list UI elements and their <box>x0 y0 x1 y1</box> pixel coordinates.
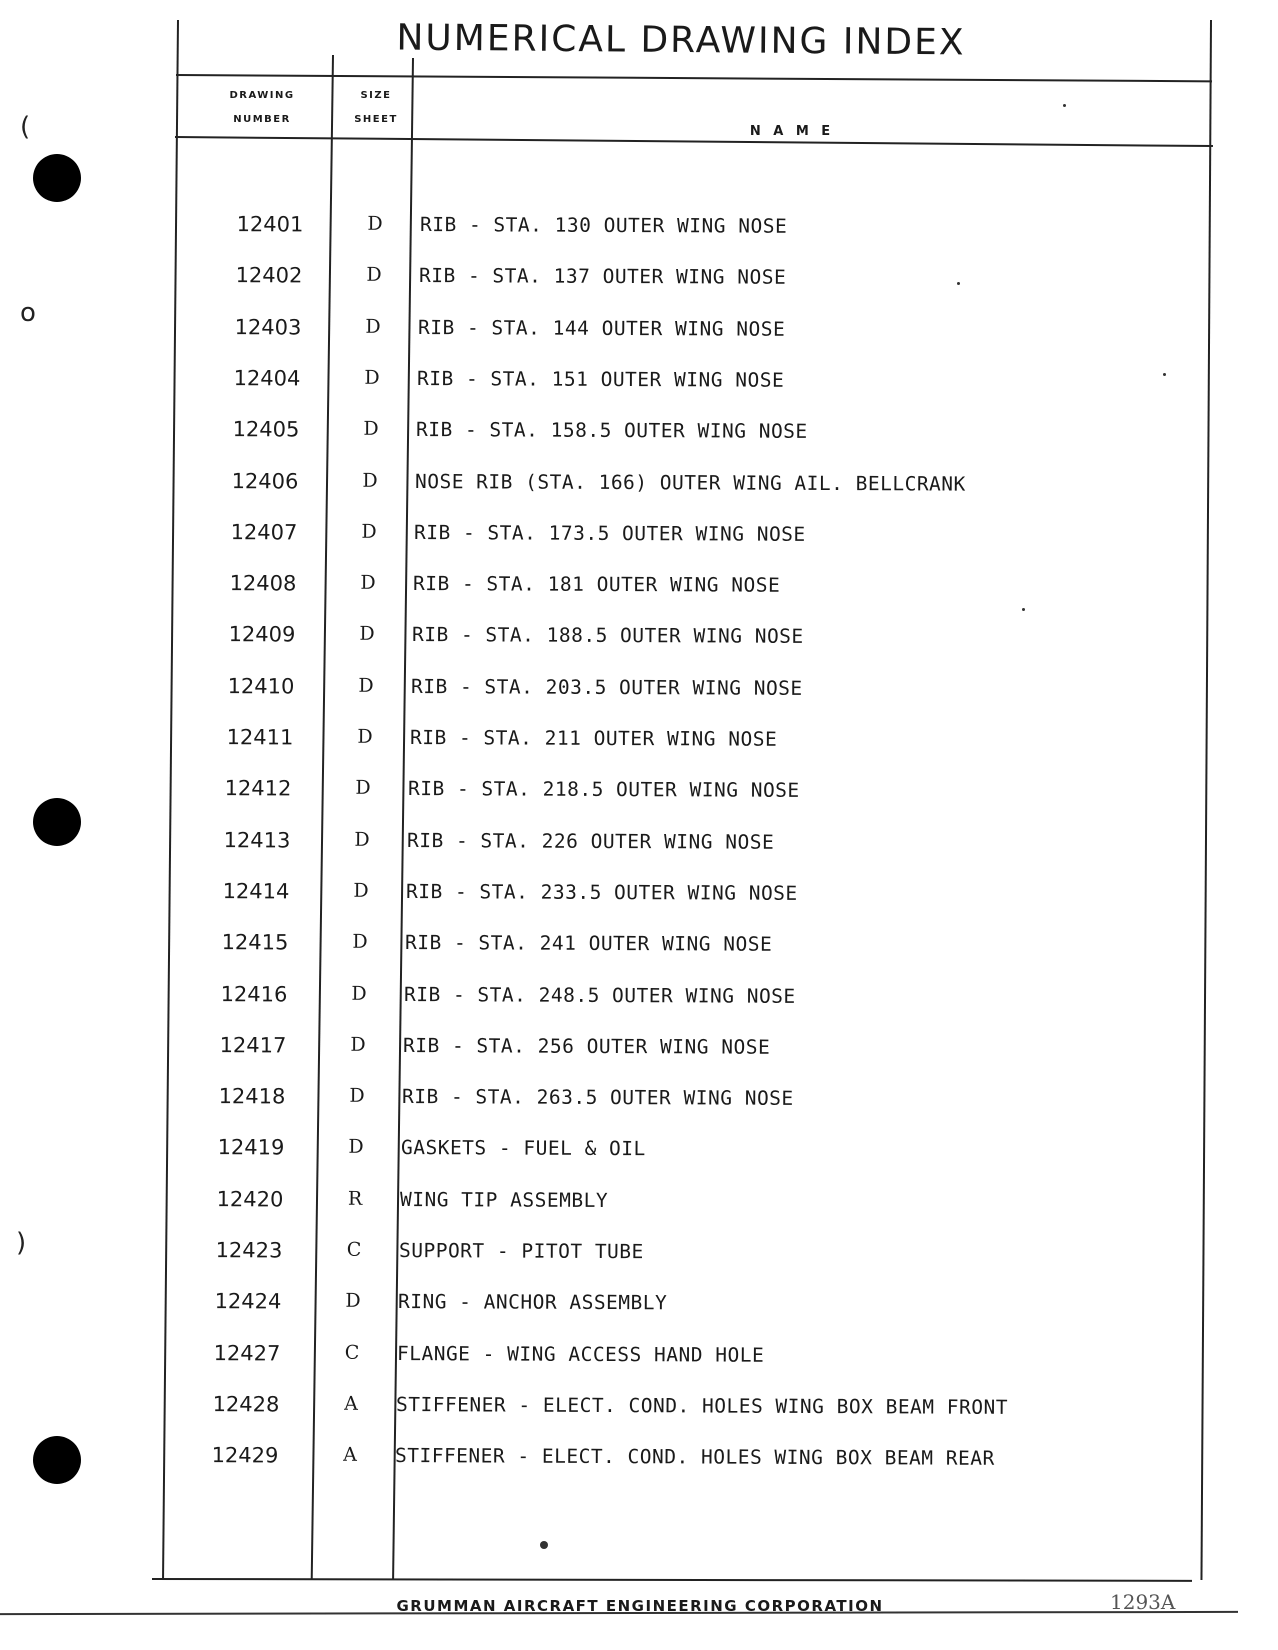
drawing-number: 12407 <box>230 519 298 545</box>
punch-hole-middle <box>33 798 81 846</box>
size-sheet: A <box>343 1392 358 1415</box>
size-sheet: C <box>344 1341 360 1364</box>
header-size-line1: SIZE <box>360 90 392 101</box>
company-footer: GRUMMAN AIRCRAFT ENGINEERING CORPORATION <box>396 1597 884 1615</box>
drawing-name: RIB - STA. 137 OUTER WING NOSE <box>418 264 787 290</box>
size-sheet: D <box>361 520 377 543</box>
header-name: N A M E <box>749 124 835 139</box>
drawing-name: RIB - STA. 218.5 OUTER WING NOSE <box>408 777 801 803</box>
drawing-number: 12424 <box>214 1289 282 1314</box>
size-sheet: D <box>345 1290 361 1313</box>
margin-mark: ( <box>20 112 31 142</box>
drawing-name: RIB - STA. 211 OUTER WING NOSE <box>409 726 777 751</box>
drawing-name: RIB - STA. 151 OUTER WING NOSE <box>416 366 785 392</box>
drawing-name: WING TIP ASSEMBLY <box>400 1187 609 1212</box>
drawing-name: RIB - STA. 263.5 OUTER WING NOSE <box>402 1085 794 1110</box>
drawing-number: 12419 <box>217 1135 285 1160</box>
drawing-number: 12409 <box>228 622 296 647</box>
drawing-number: 12415 <box>221 930 289 955</box>
header-number-line1: DRAWING <box>229 90 295 101</box>
margin-mark: o <box>20 298 36 328</box>
header-size-line2: SHEET <box>354 114 398 125</box>
size-sheet: D <box>348 1136 364 1159</box>
drawing-name: RIB - STA. 181 OUTER WING NOSE <box>412 572 780 597</box>
drawing-name: SUPPORT - PITOT TUBE <box>398 1239 644 1264</box>
drawing-name: RIB - STA. 241 OUTER WING NOSE <box>405 931 773 956</box>
scan-speck <box>540 1541 548 1549</box>
drawing-name: RIB - STA. 226 OUTER WING NOSE <box>407 828 775 854</box>
drawing-number: 12416 <box>220 981 288 1006</box>
drawing-name: NOSE RIB (STA. 166) OUTER WING AIL. BELLCRANK <box>414 469 966 496</box>
drawing-number: 12401 <box>236 212 304 237</box>
drawing-name: RIB - STA. 130 OUTER WING NOSE <box>419 213 788 238</box>
size-sheet: D <box>349 1084 365 1107</box>
size-sheet: D <box>362 469 378 492</box>
drawing-number: 12405 <box>232 417 300 442</box>
size-sheet: D <box>352 930 368 954</box>
drawing-number: 12428 <box>212 1392 280 1417</box>
drawing-name: RIB - STA. 158.5 OUTER WING NOSE <box>415 418 808 444</box>
scan-speck <box>1163 373 1166 376</box>
drawing-name: RIB - STA. 233.5 OUTER WING NOSE <box>406 879 799 905</box>
drawing-number: 12403 <box>234 314 302 340</box>
punch-hole-bottom <box>33 1436 81 1484</box>
drawing-name: RING - ANCHOR ASSEMBLY <box>397 1290 668 1315</box>
drawing-number: 12414 <box>222 879 290 904</box>
size-sheet: R <box>347 1187 363 1210</box>
punch-hole-top <box>33 154 81 202</box>
drawing-name: RIB - STA. 203.5 OUTER WING NOSE <box>410 674 803 700</box>
size-sheet: D <box>351 982 367 1005</box>
size-sheet: D <box>353 879 370 902</box>
size-sheet: D <box>366 264 382 287</box>
drawing-name: GASKETS - FUEL & OIL <box>401 1136 646 1161</box>
page-title: NUMERICAL DRAWING INDEX <box>396 17 966 64</box>
size-sheet: D <box>359 571 376 594</box>
drawing-number: 12406 <box>231 468 299 493</box>
drawing-number: 12417 <box>219 1032 287 1058</box>
drawing-number: 12402 <box>235 263 303 288</box>
size-sheet: D <box>365 315 381 338</box>
drawing-name: RIB - STA. 188.5 OUTER WING NOSE <box>411 623 804 649</box>
header-number-line2: NUMBER <box>233 114 291 125</box>
size-sheet: D <box>363 417 379 441</box>
drawing-number: 12411 <box>226 725 293 750</box>
drawing-name: RIB - STA. 144 OUTER WING NOSE <box>417 315 786 341</box>
drawing-number: 12410 <box>227 673 295 699</box>
margin-mark: ) <box>16 1228 27 1258</box>
header-drawing-number <box>192 84 332 132</box>
drawing-name: RIB - STA. 248.5 OUTER WING NOSE <box>404 982 797 1008</box>
size-sheet: D <box>364 366 380 389</box>
drawing-number: 12408 <box>229 571 297 596</box>
size-sheet: D <box>354 828 371 851</box>
size-sheet: A <box>342 1443 357 1467</box>
drawing-number: 12429 <box>211 1443 279 1468</box>
drawing-name: STIFFENER - ELECT. COND. HOLES WING BOX BEAM FRONT <box>395 1392 1008 1419</box>
scan-speck <box>957 282 960 285</box>
size-sheet: D <box>357 674 374 697</box>
drawing-name: FLANGE - WING ACCESS HAND HOLE <box>396 1341 765 1367</box>
drawing-name: RIB - STA. 256 OUTER WING NOSE <box>403 1033 771 1059</box>
page-code: 1293A <box>1110 1590 1176 1614</box>
size-sheet: D <box>367 212 383 235</box>
drawing-number: 12420 <box>216 1186 284 1212</box>
drawing-number: 12418 <box>218 1084 286 1109</box>
size-sheet: D <box>356 725 373 748</box>
drawing-name: RIB - STA. 173.5 OUTER WING NOSE <box>413 520 806 546</box>
drawing-number: 12413 <box>223 827 291 853</box>
drawing-number: 12423 <box>215 1238 283 1263</box>
scan-speck <box>1063 104 1066 107</box>
frame-bottom-rule <box>152 1578 1192 1582</box>
size-sheet: D <box>355 777 372 800</box>
size-sheet: C <box>346 1238 362 1261</box>
drawing-name: STIFFENER - ELECT. COND. HOLES WING BOX BEAM REAR <box>394 1444 995 1471</box>
frame-right-border <box>1200 20 1212 1580</box>
size-sheet: D <box>350 1033 366 1056</box>
drawing-number: 12404 <box>233 366 301 391</box>
drawing-number: 12427 <box>213 1340 281 1366</box>
drawing-number: 12412 <box>224 776 292 801</box>
header-size-sheet <box>340 84 412 132</box>
scan-speck <box>1022 608 1025 611</box>
index-sheet <box>152 17 1210 1580</box>
size-sheet: D <box>358 623 375 646</box>
